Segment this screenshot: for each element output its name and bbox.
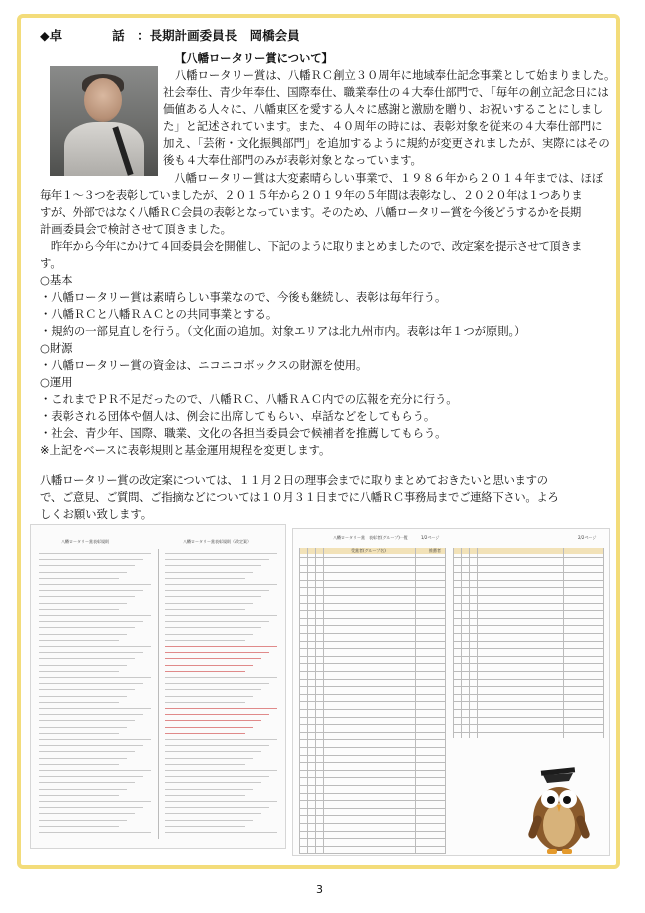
scan-text-line	[165, 702, 245, 703]
scan-text-line	[39, 578, 119, 579]
table-row-line	[299, 846, 445, 847]
nominator-header: 推薦者	[429, 548, 441, 553]
scan-text-line	[39, 683, 143, 684]
scan-text-line	[39, 596, 135, 597]
scan-text-line	[165, 758, 253, 759]
table-row-line	[299, 603, 445, 604]
heading-operation: ○運用	[40, 375, 73, 389]
heading-basic: ○基本	[40, 273, 73, 287]
table-row-line	[299, 823, 445, 824]
table-row-line	[453, 595, 603, 596]
rules-document-image	[30, 524, 286, 849]
scan-text-line	[165, 671, 245, 672]
body-line: 後も４大奉仕部門のみが表彰対象となっています。	[163, 153, 422, 167]
table-row-line	[453, 572, 603, 573]
table-row-line	[299, 580, 445, 581]
body-line: 加え、「芸術・文化振興部門」を追加するように規約が変更されましたが、実際にはその	[163, 136, 610, 150]
scan-text-line	[39, 708, 151, 709]
scan-text-line	[39, 677, 151, 678]
scan-text-line	[39, 658, 135, 659]
scan-text-line	[39, 621, 143, 622]
scan-text-line	[39, 609, 119, 610]
bullet-line: ・八幡ロータリー賞は素晴らしい事業なので、今後も継続し、表彰は毎年行う。	[40, 290, 447, 304]
scan-text-line	[165, 665, 253, 666]
section-title: 【八幡ロータリー賞について】	[175, 51, 333, 65]
table-row-line	[453, 694, 603, 695]
table-row-line	[453, 618, 603, 619]
scan-text-line	[39, 739, 151, 740]
scan-text-line	[165, 696, 253, 697]
scan-text-line	[165, 621, 269, 622]
scan-text-line	[39, 603, 127, 604]
table-row-line	[299, 838, 445, 839]
scan-text-line	[165, 733, 245, 734]
scan-text-line	[165, 677, 277, 678]
table-row-line	[299, 610, 445, 611]
table-row-line	[453, 679, 603, 680]
table-row-line	[299, 595, 445, 596]
table-row-line	[453, 724, 603, 725]
scan-text-line	[39, 671, 119, 672]
table-row-line	[453, 709, 603, 710]
table-row-line	[299, 770, 445, 771]
scan-text-line	[165, 770, 277, 771]
body-line: す。	[40, 256, 62, 270]
table-row-line	[299, 808, 445, 809]
table-column-line	[603, 548, 604, 738]
table-row-line	[299, 565, 445, 566]
scan-text-line	[39, 782, 135, 783]
recipients-page-label: 1/2ページ	[421, 535, 440, 540]
table-column-line	[445, 548, 446, 854]
scan-text-line	[39, 758, 127, 759]
scan-text-line	[165, 565, 261, 566]
table-row-line	[299, 717, 445, 718]
scan-text-line	[165, 609, 245, 610]
table-row-line	[299, 793, 445, 794]
body-line: すが、外部ではなく八幡ＲＣ会員の表彰となっています。そのため、八幡ロータリー賞を今後どうするかを長期	[40, 205, 581, 219]
scan-text-line	[39, 770, 151, 771]
table-row-line	[299, 557, 445, 558]
scan-text-line	[39, 801, 151, 802]
scan-text-line	[39, 807, 143, 808]
bullet-line: ・表彰される団体や個人は、例会に出席してもらい、卓話などをしてもらう。	[40, 409, 436, 423]
table-row-line	[453, 625, 603, 626]
scan-text-line	[165, 553, 277, 554]
scan-text-line	[165, 658, 261, 659]
body-line: 社会奉仕、青少年奉仕、国際奉仕、職業奉仕の４大奉仕部門で、「毎年の創立記念日には	[163, 85, 609, 99]
scan-text-line	[165, 745, 269, 746]
scan-text-line	[39, 627, 135, 628]
table-row-line	[299, 800, 445, 801]
table-row-line	[299, 686, 445, 687]
note-line: ※上記をベースに表彰規則と基金運用規程を変更します。	[40, 443, 331, 457]
table-row-line	[453, 671, 603, 672]
body-line: た」と記述されています。また、４０周年の時には、表彰対象を従来の４大奉仕部門に	[163, 119, 603, 133]
scan-text-line	[39, 584, 151, 585]
table-column-line	[563, 548, 564, 738]
body-line: 計画委員会で検討させて頂きました。	[40, 222, 232, 236]
table-row-line	[299, 815, 445, 816]
rules-title-current: 八幡ロータリー賞表彰規則	[61, 539, 109, 544]
scan-text-line	[165, 683, 269, 684]
page-number: 3	[316, 883, 323, 896]
scan-text-line	[165, 708, 277, 709]
scan-text-line	[165, 832, 277, 833]
table-row-line	[299, 853, 445, 854]
table-row-line	[299, 679, 445, 680]
table-row-line	[453, 557, 603, 558]
scan-text-line	[39, 751, 135, 752]
scan-text-line	[165, 652, 269, 653]
table-row-line	[299, 755, 445, 756]
table-column-line	[315, 548, 316, 854]
scan-text-line	[39, 572, 127, 573]
table-row-line	[453, 633, 603, 634]
table-row-line	[299, 633, 445, 634]
table-row-line	[453, 656, 603, 657]
body-line: 八幡ロータリー賞は大変素晴らしい事業で、１９８６年から２０１４年までは、ほぼ	[163, 171, 604, 185]
scan-text-line	[165, 572, 253, 573]
table-row-line	[299, 618, 445, 619]
scan-text-line	[39, 764, 119, 765]
table-row-line	[299, 663, 445, 664]
table-row-line	[299, 747, 445, 748]
table-column-line	[323, 548, 324, 854]
body-line: 価値ある人々に、八幡東区を愛する人々に感謝と激励を贈り、お祝いすることにしまし	[163, 102, 604, 116]
body-line: 毎年１～３つを表彰していましたが、２０１５年から２０１９年の５年間は表彰なし、２０２０年は１つありま	[40, 188, 583, 202]
table-row-line	[453, 565, 603, 566]
scan-text-line	[39, 634, 127, 635]
scan-text-line	[165, 782, 261, 783]
scan-text-line	[165, 807, 269, 808]
scan-text-line	[165, 751, 261, 752]
recipients-page-label-2: 2/2ページ	[578, 535, 597, 540]
scan-text-line	[165, 596, 261, 597]
table-row-line	[453, 732, 603, 733]
table-column-line	[415, 548, 416, 854]
table-column-line	[299, 548, 300, 854]
scan-text-line	[165, 627, 261, 628]
body-line: 八幡ロータリー賞は、八幡ＲＣ創立３０周年に地域奉仕記念事業として始まりました。	[175, 68, 616, 82]
table-row-line	[299, 777, 445, 778]
scan-text-line	[39, 553, 151, 554]
table-row-line	[299, 671, 445, 672]
bullet-line: ・規約の一部見直しを行う。（文化面の追加。対象エリアは北九州市内。表彰は年１つが原則。）	[40, 324, 526, 338]
table-row-line	[299, 739, 445, 740]
scan-text-line	[165, 727, 253, 728]
scan-text-line	[165, 826, 245, 827]
closing-line: 八幡ロータリー賞の改定案については、１１月２日の理事会までに取りまとめておきたいと思いますの	[40, 473, 548, 487]
table-row-line	[453, 610, 603, 611]
table-column-line	[453, 548, 454, 738]
bullet-line: ・これまでＰＲ不足だったので、八幡ＲＣ、八幡ＲＡＣ内での広報を充分に行う。	[40, 392, 458, 406]
table-row-line	[299, 641, 445, 642]
scan-text-line	[39, 565, 135, 566]
table-row-line	[453, 587, 603, 588]
table-row-line	[299, 732, 445, 733]
scan-text-line	[39, 696, 127, 697]
table-column-line	[469, 548, 470, 738]
scan-text-line	[165, 615, 277, 616]
scan-text-line	[39, 745, 143, 746]
scan-text-line	[39, 665, 127, 666]
scan-text-line	[39, 590, 143, 591]
recipients-list-image	[292, 528, 610, 856]
owl-mascot-icon	[521, 767, 601, 857]
bullet-line: ・八幡ロータリー賞の資金は、ニコニコボックスの財源を使用。	[40, 358, 368, 372]
table-row-line	[299, 724, 445, 725]
scan-text-line	[165, 795, 245, 796]
scan-text-line	[165, 789, 253, 790]
table-row-line	[299, 694, 445, 695]
recipients-header: 受賞者(グループ名)	[351, 548, 386, 553]
bullet-line: ・社会、青少年、国際、職業、文化の各担当委員会で候補者を推薦してもらう。	[40, 426, 447, 440]
closing-line: しくお願い致します。	[40, 507, 152, 521]
table-row-line	[299, 709, 445, 710]
scan-text-line	[165, 590, 269, 591]
recipients-title: 八幡ロータリー賞 表彰者(グループ)一覧	[333, 535, 408, 540]
speaker-photo	[50, 66, 158, 176]
table-row-line	[299, 572, 445, 573]
scan-text-line	[165, 739, 277, 740]
scan-text-line	[39, 714, 143, 715]
scan-text-line	[165, 720, 261, 721]
scan-text-line	[39, 652, 143, 653]
scan-text-line	[165, 714, 269, 715]
table-column-line	[477, 548, 478, 738]
scan-text-line	[39, 832, 151, 833]
table-column-line	[461, 548, 462, 738]
scan-text-line	[39, 776, 143, 777]
scan-text-line	[39, 820, 127, 821]
table-row-line	[453, 580, 603, 581]
table-row-line	[453, 717, 603, 718]
scan-text-line	[165, 776, 269, 777]
closing-line: で、ご意見、ご質問、ご指摘などについては１０月３１日までに八幡ＲＣ事務局までご連絡下さい。よろ	[40, 490, 559, 504]
scan-text-line	[39, 727, 127, 728]
scan-text-line	[165, 584, 277, 585]
scan-text-line	[39, 646, 151, 647]
scan-text-line	[39, 720, 135, 721]
table-row-line	[299, 785, 445, 786]
scan-text-line	[165, 640, 245, 641]
table-row-line	[453, 663, 603, 664]
scan-text-line	[39, 813, 135, 814]
scan-text-line	[39, 733, 119, 734]
table-row-line	[299, 656, 445, 657]
table-row-line	[299, 648, 445, 649]
scan-text-line	[165, 764, 245, 765]
scan-text-line	[39, 615, 151, 616]
scan-text-line	[165, 801, 277, 802]
scan-text-line	[39, 689, 135, 690]
scan-text-line	[165, 559, 269, 560]
scan-text-line	[39, 702, 119, 703]
table-row-line	[299, 831, 445, 832]
table-row-line	[453, 603, 603, 604]
scan-text-line	[39, 789, 127, 790]
scan-text-line	[39, 559, 143, 560]
table-row-line	[453, 648, 603, 649]
table-row-line	[453, 686, 603, 687]
table-row-line	[453, 641, 603, 642]
scan-text-line	[165, 578, 245, 579]
heading-funding: ○財源	[40, 341, 73, 355]
scan-text-line	[165, 813, 261, 814]
table-row-line	[453, 701, 603, 702]
scan-text-line	[39, 795, 119, 796]
scan-text-line	[165, 603, 253, 604]
scan-text-line	[165, 689, 261, 690]
scan-text-line	[39, 640, 119, 641]
speaker-line: ◆卓 話 ：長期計画委員長 岡橋会員	[40, 28, 300, 43]
scan-text-line	[39, 826, 119, 827]
scan-text-line	[165, 646, 277, 647]
scan-text-line	[165, 820, 253, 821]
bullet-line: ・八幡ＲＣと八幡ＲＡＣとの共同事業とする。	[40, 307, 278, 321]
table-row-line	[299, 587, 445, 588]
body-line: 昨年から今年にかけて４回委員会を開催し、下記のように取りまとめましたので、改定案を提示させて頂きま	[40, 239, 582, 253]
table-row-line	[299, 701, 445, 702]
table-column-line	[307, 548, 308, 854]
rules-title-revised: 八幡ロータリー賞表彰規則（改定案）	[183, 539, 251, 544]
scan-text-line	[165, 634, 253, 635]
table-row-line	[299, 625, 445, 626]
table-row-line	[299, 762, 445, 763]
